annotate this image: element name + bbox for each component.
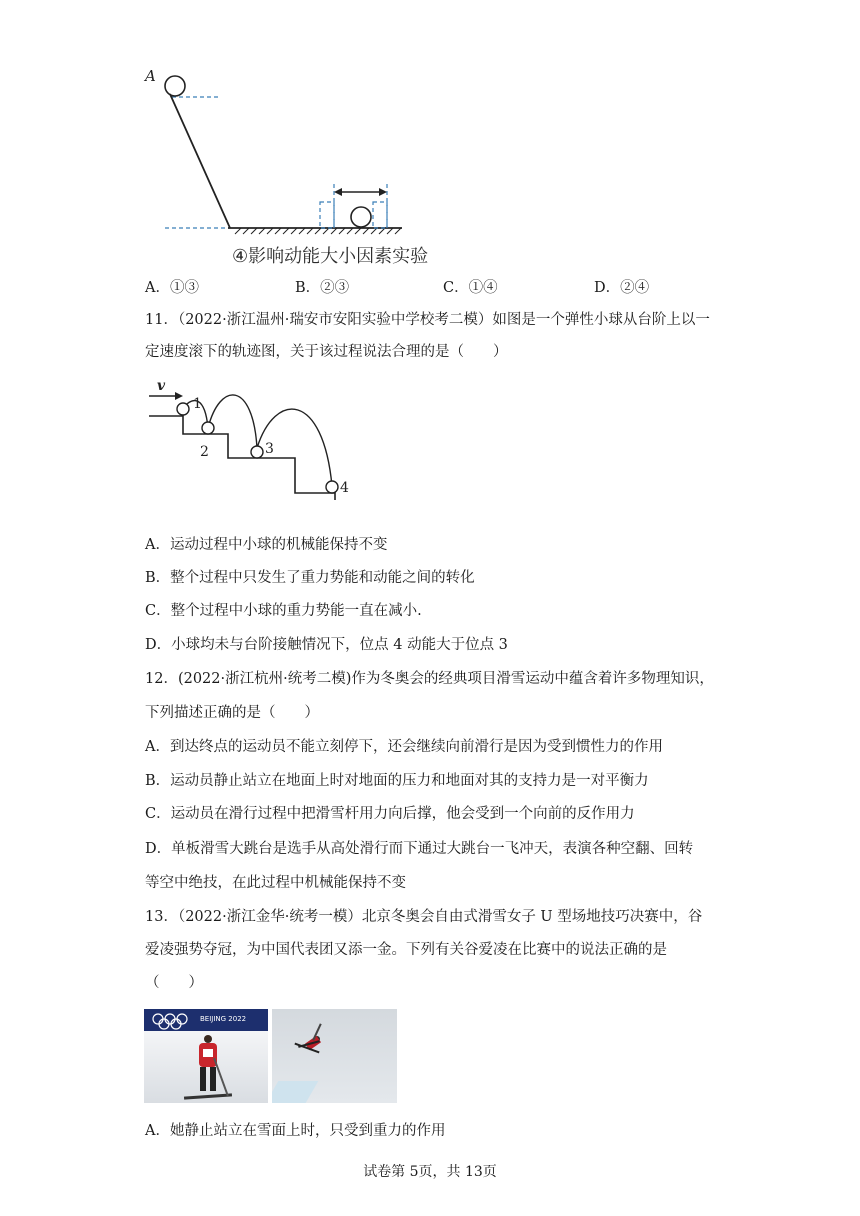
point-a-label: A bbox=[145, 67, 156, 85]
q11-option-a[interactable]: A．运动过程中小球的机械能保持不变 bbox=[145, 537, 388, 553]
q11-option-b[interactable]: B．整个过程中只发生了重力势能和动能之间的转化 bbox=[145, 570, 475, 586]
q12-option-a[interactable]: A．到达终点的运动员不能立刻停下，还会继续向前滑行是因为受到惯性力的作用 bbox=[145, 739, 663, 755]
q13-stem-line3: （ ） bbox=[145, 975, 203, 991]
position-label-4: 4 bbox=[340, 480, 349, 496]
q12-stem-line2: 下列描述正确的是（ ） bbox=[145, 705, 319, 721]
ball-at-a bbox=[165, 76, 185, 96]
q10-option-d[interactable]: D．②④ bbox=[594, 280, 650, 296]
q11-stem-line1: 11．（2022·浙江温州·瑞安市安阳实验中学校考二模）如图是一个弹性小球从台阶上以一 bbox=[145, 312, 710, 328]
q12-option-b[interactable]: B．运动员静止站立在地面上时对地面的压力和地面对其的支持力是一对平衡力 bbox=[145, 773, 649, 789]
q13-option-a[interactable]: A．她静止站立在雪面上时，只受到重力的作用 bbox=[145, 1123, 446, 1139]
photo-banner-text: BEIJING 2022 bbox=[200, 1015, 247, 1023]
page-footer: 试卷第 5页，共 13页 bbox=[363, 1164, 497, 1180]
q13-stem-line2: 爱凌强势夺冠，为中国代表团又添一金。下列有关谷爱凌在比赛中的说法正确的是 bbox=[145, 942, 667, 958]
ball-position-4 bbox=[326, 481, 338, 493]
photo-skier-standing bbox=[144, 1009, 268, 1103]
ball-position-3 bbox=[251, 446, 263, 458]
position-label-1: 1 bbox=[193, 396, 202, 412]
q10-options bbox=[145, 276, 705, 296]
velocity-label: v bbox=[157, 378, 166, 394]
photo-skier-jumping bbox=[272, 1009, 397, 1103]
q13-stem-line1: 13．（2022·浙江金华·统考一模）北京冬奥会自由式滑雪女子 U 型场地技巧决赛中，谷 bbox=[145, 909, 703, 925]
position-label-2: 2 bbox=[200, 444, 209, 460]
ball-on-plane bbox=[351, 207, 371, 227]
kinetic-energy-experiment-figure bbox=[140, 60, 440, 240]
q12-option-d-continued: 等空中绝技，在此过程中机械能保持不变 bbox=[145, 875, 406, 891]
position-label-3: 3 bbox=[265, 441, 274, 457]
olympic-rings-icon bbox=[150, 1012, 190, 1030]
q11-option-c[interactable]: C．整个过程中小球的重力势能一直在减小. bbox=[145, 603, 422, 619]
ball-position-2 bbox=[202, 422, 214, 434]
q10-option-b[interactable]: B．②③ bbox=[295, 280, 350, 296]
bouncing-ball-stairs-figure bbox=[145, 376, 365, 506]
q10-option-c[interactable]: C．①④ bbox=[443, 280, 498, 296]
q11-option-d[interactable]: D．小球均未与台阶接触情况下，位点 4 动能大于位点 3 bbox=[145, 637, 508, 653]
figure-caption: ④影响动能大小因素实验 bbox=[232, 246, 429, 267]
q12-stem-line1: 12．(2022·浙江杭州·统考二模)作为冬奥会的经典项目滑雪运动中蕴含着许多物理知识， bbox=[145, 671, 714, 687]
q11-stem-line2: 定速度滚下的轨迹图，关于该过程说法合理的是（ ） bbox=[145, 344, 508, 360]
q12-option-d[interactable]: D．单板滑雪大跳台是选手从高处滑行而下通过大跳台一飞冲天，表演各种空翻、回转 bbox=[145, 841, 694, 857]
ball-position-1 bbox=[177, 403, 189, 415]
q12-option-c[interactable]: C．运动员在滑行过程中把滑雪杆用力向后撑，他会受到一个向前的反作用力 bbox=[145, 806, 635, 822]
q10-option-a[interactable]: A．①③ bbox=[145, 280, 199, 296]
